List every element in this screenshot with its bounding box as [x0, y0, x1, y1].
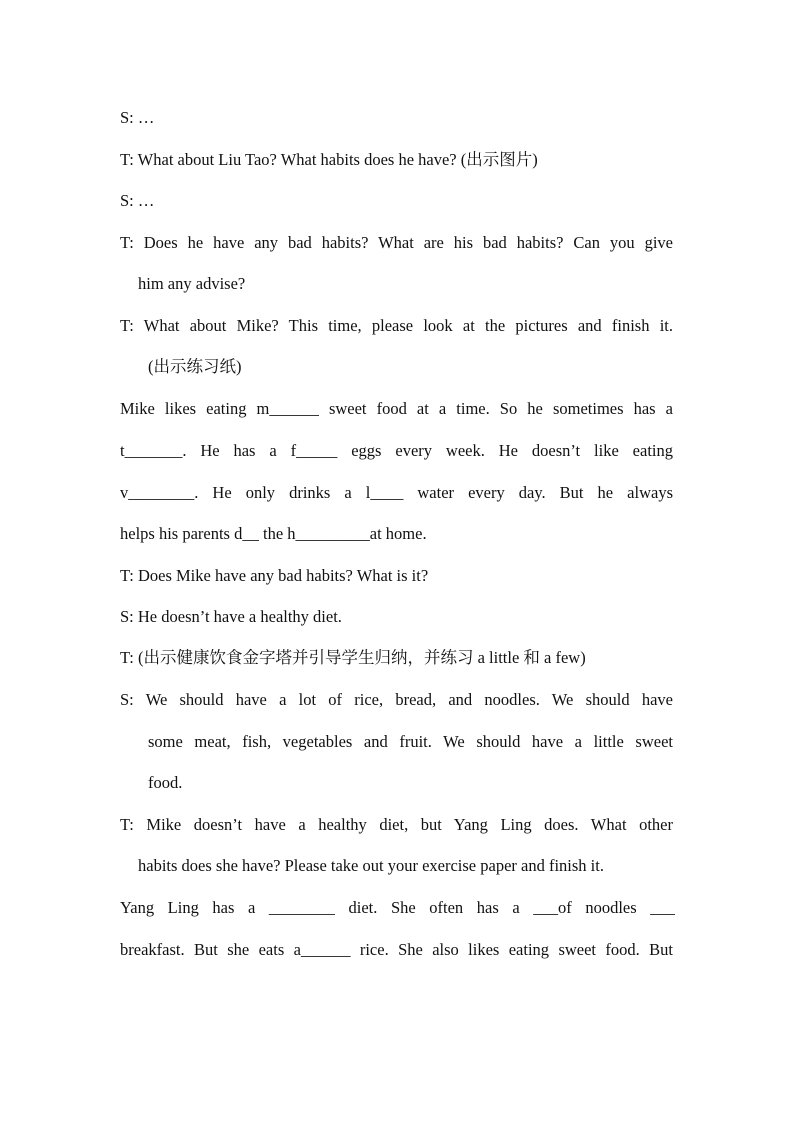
- text-line: Yang Ling has a ________ diet. She often has a ___of noodles ___: [120, 898, 675, 917]
- text-line: (出示练习纸): [148, 357, 242, 376]
- text-line: T: (出示健康饮食金字塔并引导学生归纳，并练习 a little 和 a few): [120, 648, 586, 667]
- text-line: v________. He only drinks a l____ water every day. But he always: [120, 483, 673, 502]
- text-line: T: What about Liu Tao? What habits does he have? (出示图片): [120, 150, 538, 169]
- text-line: T: Does he have any bad habits? What are his bad habits? Can you give: [120, 233, 673, 252]
- text-line: T: Mike doesn’t have a healthy diet, but Yang Ling does. What other: [120, 815, 673, 834]
- text-line: S: …: [120, 108, 155, 127]
- text-line: Mike likes eating m______ sweet food at a time. So he sometimes has a: [120, 399, 673, 418]
- text-line: helps his parents d__ the h_________at home.: [120, 524, 427, 543]
- text-line: S: …: [120, 191, 155, 210]
- text-line: T: What about Mike? This time, please look at the pictures and finish it.: [120, 316, 673, 335]
- text-line: t_______. He has a f_____ eggs every week. He doesn’t like eating: [120, 441, 673, 460]
- text-line: habits does she have? Please take out your exercise paper and finish it.: [138, 856, 604, 875]
- text-line: S: He doesn’t have a healthy diet.: [120, 607, 342, 626]
- text-line: food.: [148, 773, 183, 792]
- text-line: breakfast. But she eats a______ rice. She also likes eating sweet food. But: [120, 940, 673, 959]
- text-line: S: We should have a lot of rice, bread, and noodles. We should have: [120, 690, 673, 709]
- text-line: some meat, fish, vegetables and fruit. We should have a little sweet: [148, 732, 673, 751]
- text-line: him any advise?: [138, 274, 246, 293]
- text-line: T: Does Mike have any bad habits? What is it?: [120, 566, 429, 585]
